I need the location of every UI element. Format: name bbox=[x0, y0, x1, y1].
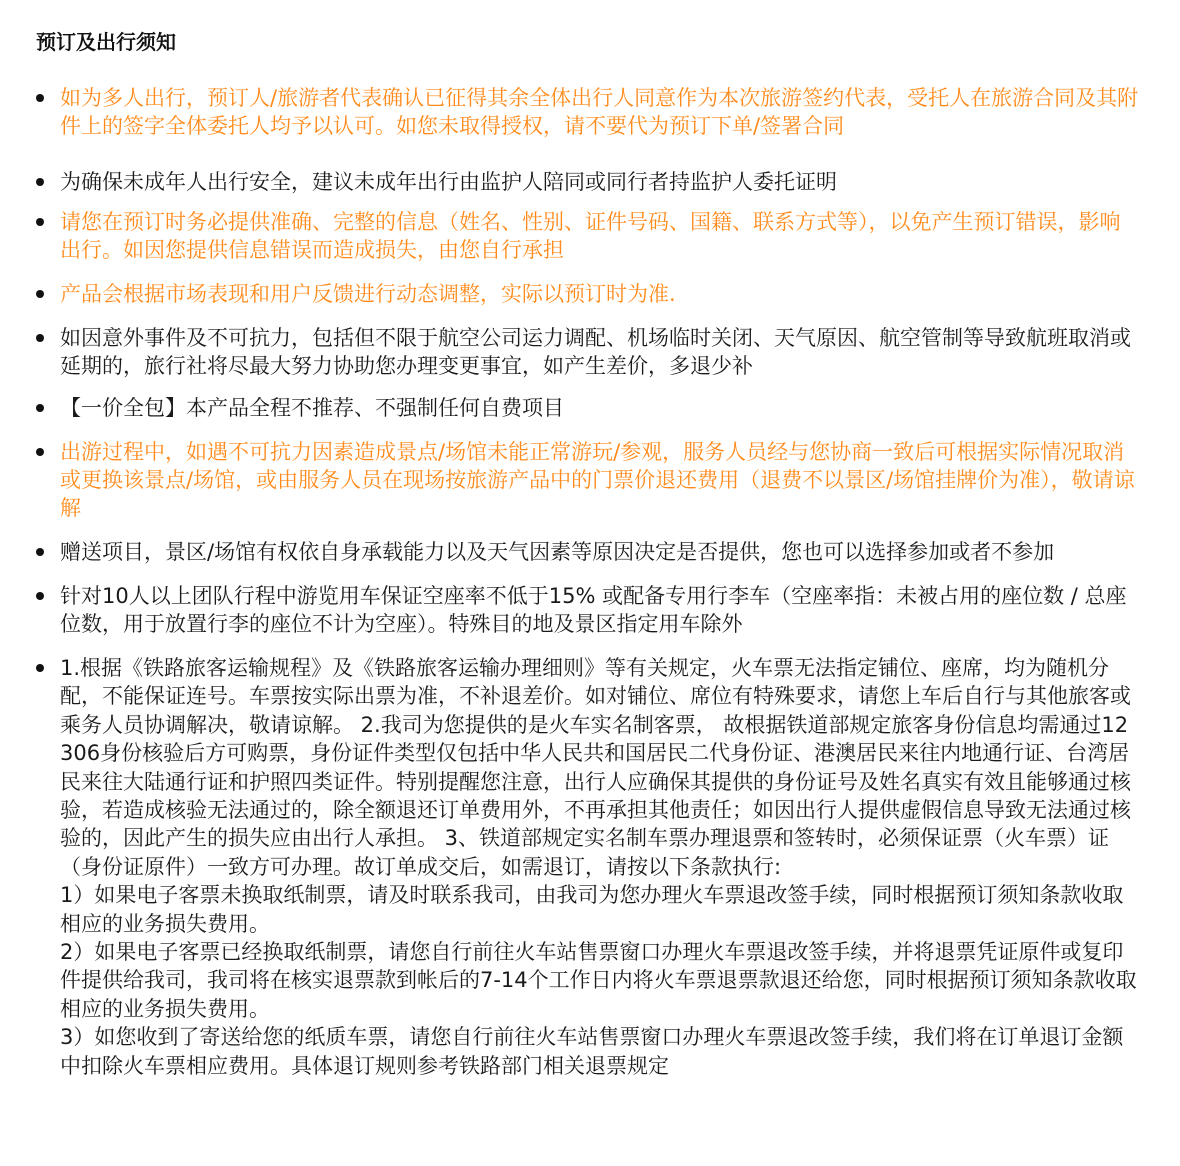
notice-text: 请您在预订时务必提供准确、完整的信息（姓名、性别、证件号码、国籍、联系方式等），以免产生预订错误，影响出行。如因您提供信息错误而造成损失，由您自行承担 bbox=[60, 210, 1121, 262]
notice-item-accurate-info bbox=[36, 208, 1140, 264]
bullet-icon bbox=[36, 404, 44, 412]
bullet-icon bbox=[36, 94, 44, 102]
notice-text: 出游过程中，如遇不可抗力因素造成景点/场馆未能正常游玩/参观，服务人员经与您协商一致后可根据实际情况取消或更换该景点/场馆，或由服务人员在现场按旅游产品中的门票价退还费用（退费不以景区/场馆挂牌价为准），敬请谅解 bbox=[60, 440, 1135, 520]
notice-item-attraction-cancellation bbox=[36, 438, 1140, 522]
notice-text: 针对10人以上团队行程中游览用车保证空座率不低于15% 或配备专用行李车（空座率指：未被占用的座位数 / 总座位数，用于放置行李的座位不计为空座）。特殊目的地及景区指定用车除外 bbox=[60, 584, 1127, 636]
notice-text: 如因意外事件及不可抗力，包括但不限于航空公司运力调配、机场临时关闭、天气原因、航空管制等导致航班取消或延期的，旅行社将尽最大努力协助您办理变更事宜，如产生差价，多退少补 bbox=[60, 326, 1131, 378]
notice-item-complimentary-items bbox=[36, 538, 1140, 566]
bullet-icon bbox=[36, 334, 44, 342]
notice-text: 【一价全包】本产品全程不推荐、不强制任何自费项目 bbox=[60, 396, 564, 420]
bullet-icon bbox=[36, 290, 44, 298]
notice-item-vehicle-vacancy bbox=[36, 582, 1140, 638]
bullet-icon bbox=[36, 178, 44, 186]
notice-list bbox=[36, 84, 1140, 1080]
notice-text: 产品会根据市场表现和用户反馈进行动态调整，实际以预订时为准. bbox=[60, 282, 676, 306]
notice-text: 1.根据《铁路旅客运输规程》及《铁路旅客运输办理细则》等有关规定，火车票无法指定铺位、座席，均为随机分配，不能保证连号。车票按实际出票为准，不补退差价。如对铺位、席位有特殊要求，请您上车后自行与其他旅客或乘务人员协调解决，敬请谅解。 2.我司为您提供的是火车实名制客票， 故根据铁道部规定旅客身份信息均需通过12306身份核验后方可购票，身份证件类型仅包括中华人民共和国居民二代身份证、港澳居民来往内地通行证、台湾居民来往大陆通行证和护照四类证件。特别提醒您注意，出行人应确保其提供的身份证号及姓名真实有效且能够通过核验，若造成核验无法通过的，除全额退还订单费用外，不再承担其他责任；如因出行人提供虚假信息导致无法通过核验的，因此产生的损失应由出行人承担。 3、铁道部规定实名制车票办理退票和签转时，必须保证票（火车票）证（身份证原件）一致方可办理。故订单成交后，如需退订，请按以下条款执行: 1）如果电子客票未换取纸制票，请及时联系我司，由我司为您办理火车票退改签手续，同时根据预订须知条款收取相应的业务损失费用。 2）如果电子客票已经换取纸制票，请您自行前往火车站售票窗口办理火车票退改签手续，并将退票凭证原件或复印件提供给我司，我司将在核实退票款到帐后的7-14个工作日内将火车票退票款退还给您，同时根据预订须知条款收取相应的业务损失费用。 3）如您收到了寄送给您的纸质车票，请您自行前往火车站售票窗口办理火车票退改签手续，我们将在订单退订金额中扣除火车票相应费用。具体退订规则参考铁路部门相关退票规定 bbox=[60, 656, 1137, 1078]
bullet-icon bbox=[36, 218, 44, 226]
notice-item-dynamic-adjustment bbox=[36, 280, 1140, 308]
notice-text: 如为多人出行，预订人/旅游者代表确认已征得其余全体出行人同意作为本次旅游签约代表，受托人在旅游合同及其附件上的签字全体委托人均予以认可。如您未取得授权，请不要代为预订下单/签署合同 bbox=[60, 86, 1139, 138]
notice-item-all-inclusive bbox=[36, 394, 1140, 422]
notice-item-train-tickets bbox=[36, 654, 1140, 1080]
bullet-icon bbox=[36, 592, 44, 600]
bullet-icon bbox=[36, 548, 44, 556]
notice-item-force-majeure-flights bbox=[36, 324, 1140, 380]
notice-text: 赠送项目，景区/场馆有权依自身承载能力以及天气因素等原因决定是否提供，您也可以选择参加或者不参加 bbox=[60, 540, 1055, 564]
section-title: 预订及出行须知 bbox=[36, 30, 176, 54]
notice-item-group-authorization bbox=[36, 84, 1140, 140]
notice-item-minor-safety bbox=[36, 168, 1140, 196]
bullet-icon bbox=[36, 448, 44, 456]
bullet-icon bbox=[36, 664, 44, 672]
notice-text: 为确保未成年人出行安全，建议未成年出行由监护人陪同或同行者持监护人委托证明 bbox=[60, 170, 837, 194]
